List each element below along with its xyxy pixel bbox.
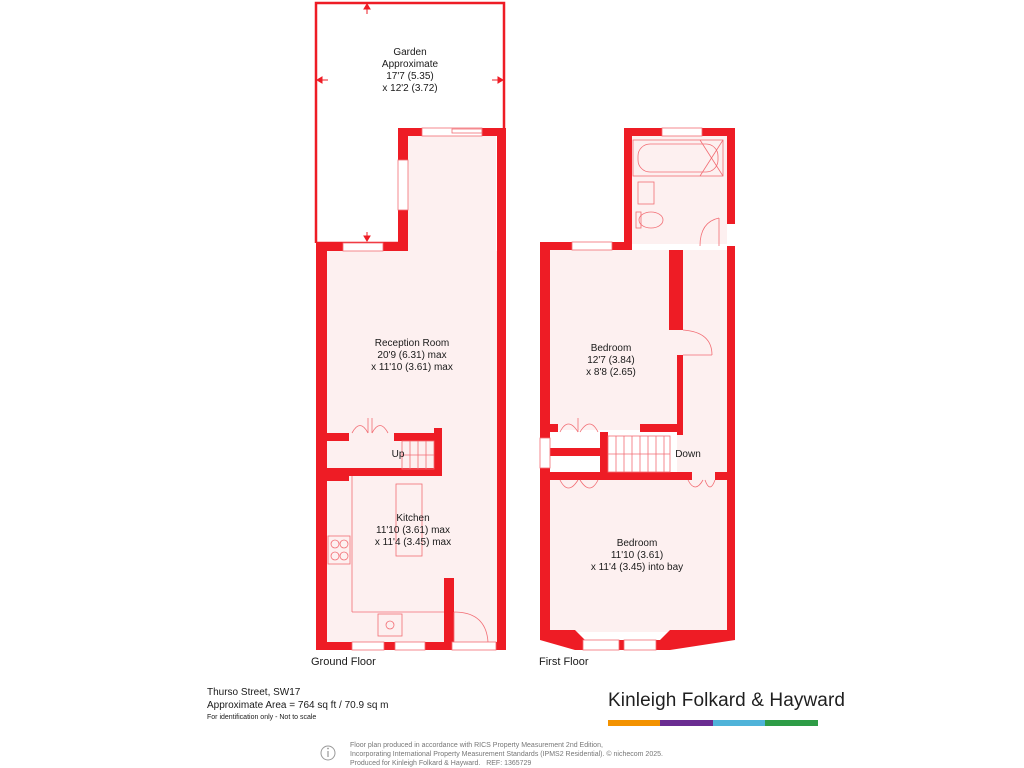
brand-logo-text: Kinleigh Folkard & Hayward	[608, 690, 846, 711]
footer-line-2	[350, 750, 663, 759]
ground-floor-title: Ground Floor	[311, 656, 376, 668]
property-address: Thurso Street, SW17	[207, 687, 301, 698]
stairs-up-label: Up	[391, 449, 405, 460]
property-area: Approximate Area = 764 sq ft / 70.9 sq m	[207, 700, 389, 711]
kitchen-dimension-2: x 11'4 (3.45) max	[374, 537, 452, 548]
footer-reference: REF: 1365729	[486, 760, 532, 767]
reception-room-label	[347, 338, 477, 374]
footer-line-1: Floor plan produced in accordance with RICS Property Measurement 2nd Edition,	[350, 742, 603, 749]
first-floor-title: First Floor	[539, 656, 589, 668]
stairs-down-label: Down	[675, 449, 701, 460]
garden-dimension-1: 17'7 (5.35)	[386, 71, 434, 82]
kitchen-label	[355, 513, 471, 549]
footer-line-3	[350, 759, 663, 768]
brand-bar-purple	[660, 720, 713, 726]
garden-name: Garden	[393, 47, 427, 58]
brand-bar-blue	[713, 720, 765, 726]
scale-note: For identification only - Not to scale	[207, 714, 317, 721]
garden-dimension-2: x 12'2 (3.72)	[382, 83, 438, 94]
info-icon	[320, 742, 336, 764]
brand-bar-orange	[608, 720, 660, 726]
kitchen-name: Kitchen	[396, 513, 430, 524]
brand-bar-green	[765, 720, 818, 726]
garden-label	[362, 47, 458, 95]
kitchen-dimension-1: 11'10 (3.61) max	[376, 525, 450, 536]
garden-subtitle: Approximate	[381, 59, 439, 70]
rear-bedroom-dimension-1: 12'7 (3.84)	[587, 355, 635, 366]
rear-bedroom-label	[566, 343, 656, 379]
front-bedroom-dimension-1: 11'10 (3.61)	[610, 550, 664, 561]
front-bedroom-label	[577, 538, 697, 574]
reception-room-dimension-1: 20'9 (6.31) max	[377, 350, 447, 361]
reception-room-name: Reception Room	[374, 338, 450, 349]
rear-bedroom-name: Bedroom	[590, 343, 632, 354]
footer-copyright: © nichecom 2025.	[606, 751, 663, 758]
front-bedroom-dimension-2: x 11'4 (3.45) into bay	[590, 562, 684, 573]
front-bedroom-name: Bedroom	[616, 538, 658, 549]
footer-produced-for: Produced for Kinleigh Folkard & Hayward.	[350, 760, 481, 767]
rear-bedroom-dimension-2: x 8'8 (2.65)	[586, 367, 636, 378]
footer-line-2-text: Incorporating International Property Measurement Standards (IPMS2 Residential).	[350, 751, 605, 758]
footer-disclaimer	[350, 741, 663, 768]
reception-room-dimension-2: x 11'10 (3.61) max	[371, 362, 453, 373]
